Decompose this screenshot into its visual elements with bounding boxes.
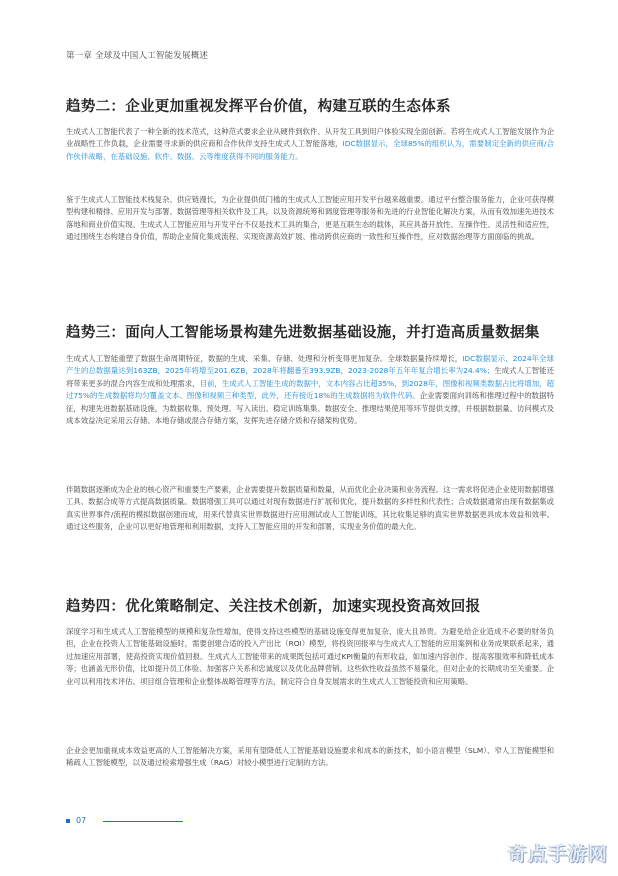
text-run: 鉴于生成式人工智能技术栈复杂、供应链漫长，为企业提供低门槛的生成式人工智能应用开发平台越来越重要。通过平台整合服务能力，企业可获得模型构建和精排、应用开发与部署、数据管理等相关软件及工具，以及资源统筹和调度管理等服务和先进的行业智能化解决方案，从而有效加速先进技术落地和商业价值实现。生成式人工智能应用与开发平台不仅是技术工具的集合，更是互联生态的载体，其应具备开放性、互操作性、灵活性和适应性，通过围绕生态构建自身价值，帮助企业简化集成流程、实现资源高效扩展、推动跨供应商的一致性和互操作性，应对数据治理等方面面临的挑战。 (66, 195, 554, 242)
text-run: 生成式人工智能代表了一种全新的技术范式，这种范式要求企业从硬件到软件、从开发工具到用户体验实现全面创新。若将生成式人工智能发展作为企业战略性工作负载，企业需要寻求新的供应商和合作伙伴支持生成式人工智能落地， (66, 127, 554, 149)
section-title-trend-3: 趋势三：面向人工智能场景构建先进数据基础设施，并打造高质量数据集 (66, 325, 540, 341)
text-run: 深度学习和生成式人工智能模型的规模和复杂性增加，使得支持这些模型的基础设施变得更加复杂、庞大且昂贵。为避免给企业造成不必要的财务负担，企业在投资人工智能基础设施时，需要创建合适的投入产出比（ROI）模型，将投资回报率与生成式人工智能的应用案例和业务成果联系起来，通过加速应用部署，使高投资实现价值回报。生成式人工智能带来的成果既包括可通过KPI衡量的有形收益，如加速内容创作、提高客服效率和降低成本等；也涵盖无形价值，比如提升员工体验、加强客户关系和忠诚度以及优化品牌营销。这些软性收益虽然不易量化，但对企业的长期成功至关重要。企业可以利用技术评估、项目组合管理和企业整体战略管理等方法，制定符合自身发展需求的生成式人工智能投资和应用策略。 (66, 627, 554, 686)
page-number-text: 07 (76, 816, 87, 825)
highlighted-text: IDC数据显示，全球85%的组织认为，需要制定全新的供应商/合作伙伴战略，在基础设施、软件、数据、云等维度获得不同的服务能力。 (66, 139, 554, 161)
section-title-trend-2: 趋势二：企业更加重视发挥平台价值，构建互联的生态体系 (66, 99, 451, 115)
paragraph (66, 626, 554, 688)
page-marker-icon (66, 819, 70, 823)
section-title-trend-4: 趋势四：优化策略制定、关注技术创新，加速实现投资高效回报 (66, 599, 481, 615)
paragraph (66, 745, 554, 770)
page-number (66, 816, 86, 825)
text-run: 企业需要面向训练和推理过程中的数据特征，构建先进数据基础设施，为数据收集、预处理、写入读出、稳定训练集集、数据安全、推理结果使用等环节提供支撑，并根据数据量、访问模式及成本效益决定采用云存储、本地存储或混合存储方案，发挥先进存储介质和存储架构优势。 (66, 391, 554, 426)
footer-divider (103, 821, 183, 822)
text-run: 生成式人工智能重塑了数据生命周期特征，数据的生成、采集、存储、处理和分析变得更加复杂。全球数据量持续增长， (66, 354, 463, 363)
text-run: 生成式人工智能还将带来更多的混合内容生成和处理需求， (66, 366, 554, 388)
text-run: 伴随数据逐渐成为企业的核心资产和重要生产要素，企业需要提升数据质量和数量，从而优化企业决策和业务流程。这一需求将促进企业使用数据增强工具、数据合成等方式提高数据质量。数据增强工具可以通过对现有数据进行扩展和优化，提升数据的多样性和代表性；合成数据通常由现有数据集或真实世界事件/流程的模拟数据创建而成，用来代替真实世界数据进行应用测试或人工智能训练，其比收集足够的真实世界数据更具成本效益和效率。通过这些服务，企业可以更好地管理和利用数据，支持人工智能应用的开发和部署，实现业务价值的最大化。 (66, 485, 554, 532)
highlighted-text: IDC数据显示，2024年全球产生的总数据量达到163ZB，2025年将增至201.6ZB，2028年将翻番至393.9ZB，2023-2028年五年年复合增长率为24.4%； (66, 354, 554, 376)
paragraph (66, 484, 554, 534)
watermark-logo: 奇点手游网 (507, 843, 608, 865)
paragraph (66, 126, 554, 163)
highlighted-text: 目前，生成式人工智能生成的数据中，文本内容占比超35%，到2028年，图像和视频类数据占比将增加，超过75%的生成数据将均匀覆盖文本、图像和视频三种类型，此外，还有接近18%的生成数据将为软件代码。 (66, 378, 554, 401)
paragraph (66, 353, 554, 427)
paragraph (66, 194, 554, 244)
chapter-header: 第一章 全球及中国人工智能发展概述 (66, 51, 209, 61)
text-run: 企业会更加重视成本效益更高的人工智能解决方案，采用有望降低人工智能基础设施要求和成本的新技术，如小语言模型（SLM）、窄人工智能模型和稀疏人工智能模型，以及通过检索增强生成（RAG）对较小模型进行定制的方法。 (66, 746, 554, 768)
